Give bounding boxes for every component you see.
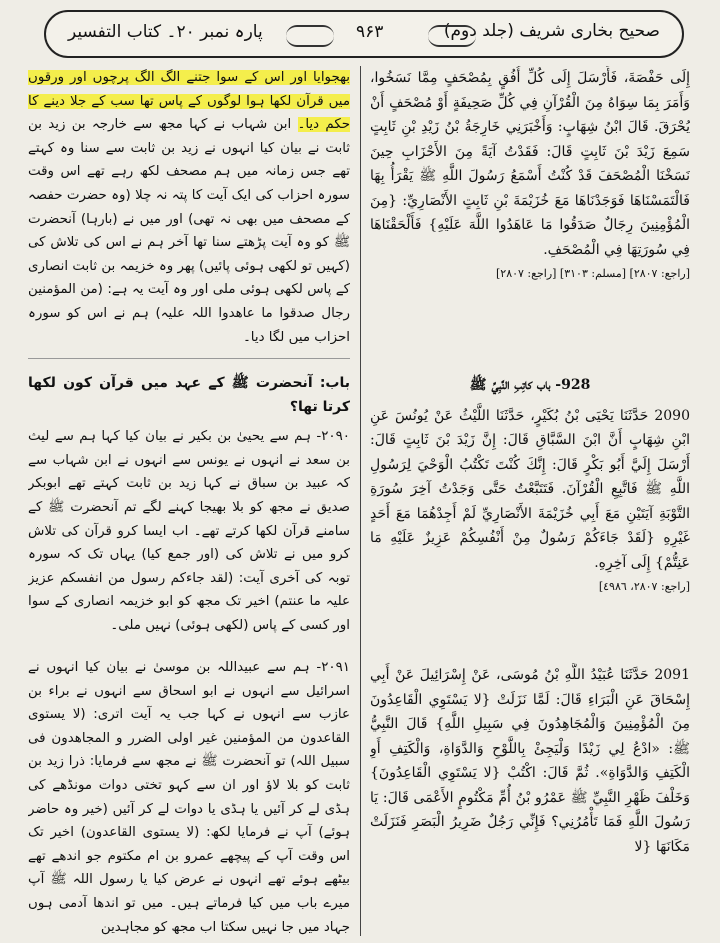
arabic-text: 2090 حَدَّثَنَا يَحْيَى بْنُ بُكَيْرٍ، حَدَّثَنَا اللَّيْثُ عَنْ يُونُسَ عَنِ ابْنِ شِهَابٍ أَنَّ ابْنَ السَّبَّاقِ قَالَ: إِنَّ زَيْدَ بْنَ ثَابِتٍ قَالَ: أَرْسَلَ إِلَيَّ أَبُو بَكْرٍ قَالَ: إِنَّكَ كُنْتَ تَكْتُبُ الْوَحْيَ لِرَسُولِ اللَّهِ ﷺ فَاتَّبِعِ الْقُرْآنَ. فَتَتَبَّعْتُ حَتَّى وَجَدْتُ آخِرَ سُورَةِ التَّوْبَةِ آيَتَيْنِ مَعَ أَبِي خُزَيْمَةَ الأَنْصَارِيِّ لَمْ أَجِدْهُمَا مَعَ أَحَدٍ غَيْرِهِ {لَقَدْ جَاءَكُمْ رَسُولٌ مِنْ أَنْفُسِكُمْ عَزِيزٌ عَلَيْهِ مَا عَنِتُّمْ} إِلَى آخِرِهِ. xyxy=(370,407,690,571)
urdu-paragraph-3 xyxy=(28,656,350,936)
arabic-paragraph-2 xyxy=(370,373,690,653)
page-header xyxy=(44,10,684,58)
chapter-heading-urdu: باب: آنحضرت ﷺ کے عہد میں قرآن کون لکھا کرتا تھا؟ xyxy=(28,375,350,415)
highlighted-text: بھجوایا اور اس کے سوا جتنے الگ الگ پرچوں اور ورقوں میں قرآن لکھا ہوا لوگوں کے پاس تھا سب کے جلا دینے کا حکم دیا۔ xyxy=(28,70,350,133)
urdu-text: ۲۰۹۱- ہم سے عبیداللہ بن موسیٰ نے بیان کیا انہوں نے اسرائیل سے انہوں نے ابو اسحاق سے انہوں نے براء بن عازب سے انہوں نے کہا جب یہ آیت اتری: (لا یستوی القاعدون من المؤمنین غیر اولی الضرر و المجاھدون فی سبیل اللہ) تو آنحضرت ﷺ نے مجھ سے فرمایا: ذرا زید بن ثابت کو بلا لاؤ اور ان سے کہو تختی دوات مونڈھے کی ہڈی لے کر آئیں یا ہڈی یا دوات لے کر آئیں (خیر وہ حاضر ہوئے) آپ نے فرمایا لکھ: (لا یستوی القاعدون) اخیر تک اس وقت آپ کے پیچھے عمرو بن ام مکتوم جو اندھے تھے بیٹھے ہوئے تھے انہوں نے عرض کیا یا رسول اللہ ﷺ آپ میرے باب میں کیا فرماتے ہیں۔ میں تو اندھا آدمی ہوں جہاد میں جا نہیں سکتا اب مجھ کو مجاہدین xyxy=(28,660,350,935)
arabic-text: إِلَى حَفْصَةَ، فَأَرْسَلَ إِلَى كُلِّ أُفُقٍ بِمُصْحَفٍ مِمَّا نَسَخُوا، وَأَمَرَ بِمَا سِوَاهُ مِنَ الْقُرْآنِ فِي كُلِّ صَحِيفَةٍ أَوْ مُصْحَفٍ أَنْ يُحْرَقَ. قَالَ ابْنُ شِهَابٍ: وَأَخْبَرَنِي خَارِجَةُ بْنُ زَيْدِ بْنِ ثَابِتٍ سَمِعَ زَيْدَ بْنَ ثَابِتٍ قَالَ: فَقَدْتُ آيَةً مِنَ الأَحْزَابِ حِينَ نَسَخْنَا الْمُصْحَفَ قَدْ كُنْتُ أَسْمَعُ رَسُولَ اللَّهِ ﷺ يَقْرَأُ بِهَا فَالْتَمَسْنَاهَا فَوَجَدْنَاهَا مَعَ خُزَيْمَةَ بْنِ ثَابِتٍ الأَنْصَارِيِّ: {مِنَ الْمُؤْمِنِينَ رِجَالٌ صَدَقُوا مَا عَاهَدُوا اللَّهَ عَلَيْهِ} فَأَلْحَقْنَاهَا فِي سُورَتِهَا فِي الْمُصْحَفِ. xyxy=(370,70,690,258)
book-title: صحیح بخاری شریف (جلد دوم) xyxy=(443,21,660,41)
header-ornament-icon xyxy=(428,25,476,47)
header-ornament-icon xyxy=(286,25,334,47)
urdu-text: ۲۰۹۰- ہم سے یحییٰ بن بکیر نے بیان کیا کہا ہم سے لیث بن سعد نے انہوں نے یونس سے انہوں نے ابن شہاب سے کہ عبید بن سباق نے کہا زید بن ثابت کہتے تھے ابوبکر صدیق نے مجھ کو بلا بھیجا کہنے لگے تم آنحضرت ﷺ کے سامنے قرآن لکھا کرتے تھے۔ اب ایسا کرو قرآن کی تلاش کرو میں نے تلاش کی (اور جمع کیا) یہاں تک کہ سورہ توبہ کی آخری آیت: (لقد جاءکم رسول من انفسکم عزیز علیہ ما عنتم) اخیر تک مجھ کو ابو خزیمہ انصاری کے سوا اور کسی کے پاس (لکھی ہوئی) نہیں ملی۔ xyxy=(28,429,350,633)
chapter-heading-arabic: 928- باب كاتِبِ النَّبِيِّ ﷺ xyxy=(469,377,591,393)
section-divider xyxy=(28,358,350,359)
reference-note: [راجع: ٢٨٠٧] [مسلم: ٣١٠٣] [راجع: ٢٨٠٧] xyxy=(495,267,690,280)
arabic-paragraph-1 xyxy=(370,66,690,366)
column-divider xyxy=(360,66,361,936)
arabic-text: 2091 حَدَّثَنَا عُبَيْدُ اللَّهِ بْنُ مُوسَى، عَنْ إِسْرَائِيلَ عَنْ أَبِي إِسْحَاقَ عَنِ الْبَرَاءِ قَالَ: لَمَّا نَزَلَتْ {لا يَسْتَوِي الْقَاعِدُونَ مِنَ الْمُؤْمِنِينَ وَالْمُجَاهِدُونَ فِي سَبِيلِ اللَّهِ} قَالَ النَّبِيُّ ﷺ: «ادْعُ لِي زَيْدًا وَلْيَجِئْ بِاللَّوْحِ وَالدَّوَاةِ، وَالْكَتِفِ أَوِ الْكَتِفِ وَالدَّوَاةِ». ثُمَّ قَالَ: اكْتُبْ {لا يَسْتَوِي الْقَاعِدُونَ} وَخَلْفَ ظَهْرِ النَّبِيِّ ﷺ عَمْرُو بْنُ أُمِّ مَكْتُومٍ الأَعْمَى قَالَ: يَا رَسُولَ اللَّهِ فَمَا تَأْمُرُنِي؟ فَإِنِّي رَجُلٌ ضَرِيرُ الْبَصَرِ فَنَزَلَتْ مَكَانَهَا {لا xyxy=(370,667,690,855)
page-number: ۹۶۳ xyxy=(356,22,384,42)
reference-note: [راجع: ٢٨٠٧، ٤٩٨٦] xyxy=(598,580,690,593)
urdu-text: ابن شہاب نے کہا مجھ سے خارجہ بن زید بن ثابت نے بیان کیا انہوں نے زید بن ثابت سے سنا وہ کہتے تھے جس زمانہ میں ہم مصحف لکھ رہے تھے اس وقت سورہ احزاب کی ایک آیت کا پتہ نہ چلا (وہ حضرت حفصہ کے مصحف میں بھی نہ تھی) اور میں نے (بارہا) آنحضرت ﷺ کو وہ آیت پڑھتے سنا تھا آخر ہم نے اس کی تلاش کی (کہیں تو لکھی ہوئی پائیں) پھر وہ خزیمہ بن ثابت انصاری کے پاس لکھی ہوئی ملی اور وہ آیت یہ ہے: (من المؤمنین رجال صدقوا ما عاھدوا اللہ علیہ) ہم نے اس کو سورہ احزاب میں لگا دیا۔ xyxy=(28,117,350,344)
arabic-paragraph-3 xyxy=(370,663,690,939)
urdu-paragraph-1 xyxy=(28,66,350,344)
urdu-paragraph-2 xyxy=(28,372,350,652)
chapter-title: پارہ نمبر ۲۰۔ کتاب التفسیر xyxy=(68,22,263,42)
